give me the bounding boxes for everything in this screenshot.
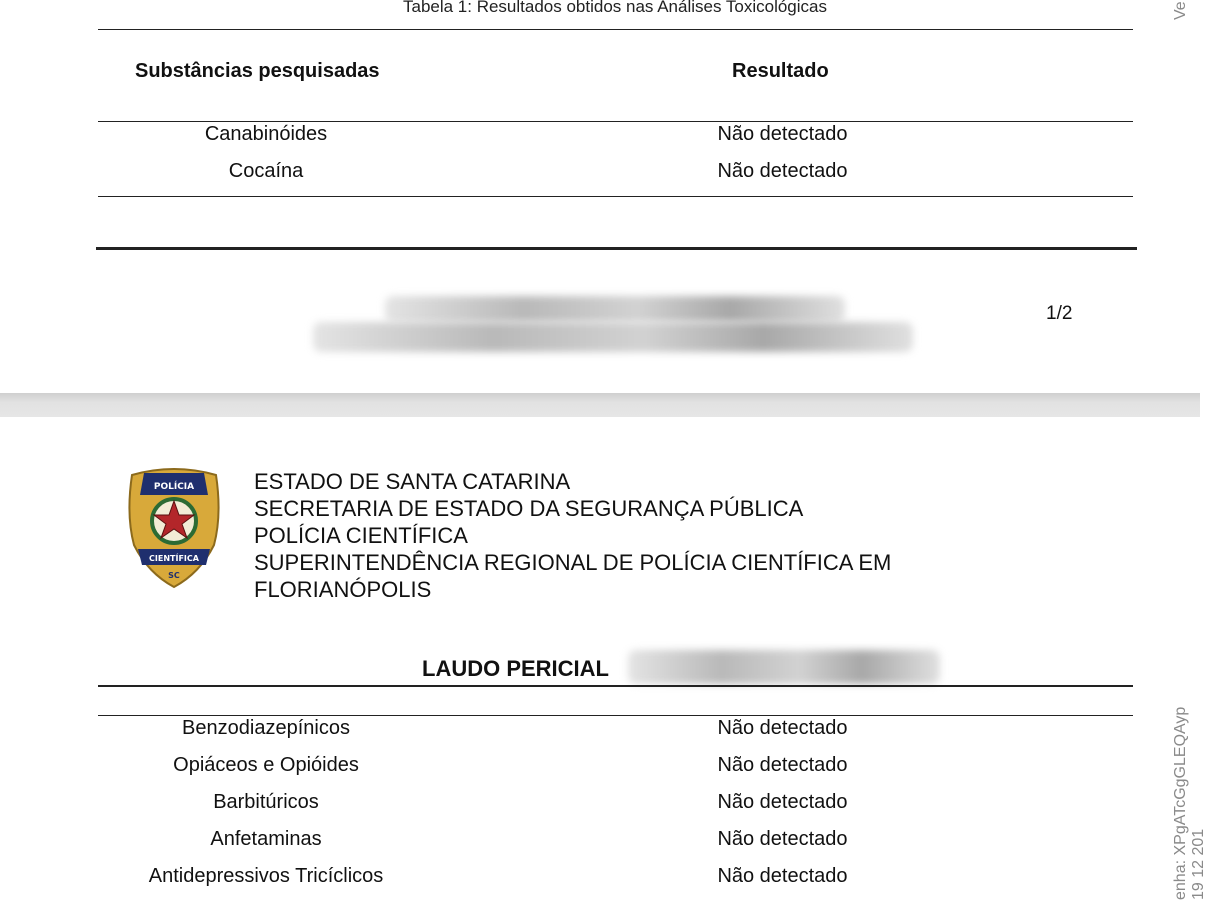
margin-text-top: Ve: [1172, 1, 1189, 20]
policia-cientifica-badge-icon: [122, 465, 226, 589]
table-row-substance: Opiáceos e Opióides: [173, 754, 359, 776]
margin-text-bottom: enha: XPgATcGgGLEQAyp: [1172, 706, 1189, 900]
badge-bottom-text: CIENTÍFICA: [149, 554, 199, 563]
header-line: FLORIANÓPOLIS: [254, 577, 432, 602]
table-row-substance: Canabinóides: [204, 123, 328, 145]
badge-state-text: SC: [168, 571, 180, 580]
badge-top-text: POLÍCIA: [153, 482, 195, 492]
table-row-result: Não detectado: [717, 754, 848, 776]
institution-header: [254, 468, 891, 603]
redacted-report-number: [628, 650, 940, 684]
redacted-footer-line-1: [385, 296, 845, 322]
header-line: SUPERINTENDÊNCIA REGIONAL DE POLÍCIA CIENTÍFICA EM: [254, 550, 892, 575]
table-top-rule: [98, 715, 1133, 716]
header-line: SECRETARIA DE ESTADO DA SEGURANÇA PÚBLICA: [254, 496, 804, 521]
header-substances: Substâncias pesquisadas: [135, 60, 380, 82]
table-header-rule: [98, 121, 1133, 122]
table-row-substance: Cocaína: [228, 160, 304, 182]
footer-rule: [96, 247, 1137, 250]
table-row-result: Não detectado: [717, 123, 848, 145]
title-rule: [98, 685, 1133, 687]
page-number: 1/2: [1046, 303, 1073, 324]
document-page-1: [0, 0, 1200, 393]
table-row-result: Não detectado: [717, 791, 848, 813]
header-line: POLÍCIA CIENTÍFICA: [254, 523, 468, 548]
table-row-substance: Antidepressivos Tricíclicos: [148, 865, 384, 887]
report-title: LAUDO PERICIAL: [422, 656, 609, 681]
page-separator: [0, 393, 1200, 417]
table-row-result: Não detectado: [717, 828, 848, 850]
redacted-footer-line-2: [313, 322, 913, 352]
header-result: Resultado: [732, 60, 829, 82]
header-line: ESTADO DE SANTA CATARINA: [254, 469, 571, 494]
table-row-result: Não detectado: [717, 717, 848, 739]
table-top-rule: [98, 29, 1133, 30]
table-row-substance: Barbitúricos: [213, 791, 319, 813]
table-row-substance: Anfetaminas: [210, 828, 322, 850]
margin-text-bottom-2: 19 12 201: [1190, 828, 1207, 900]
table-caption: Tabela 1: Resultados obtidos nas Análises Toxicológicas: [402, 0, 827, 16]
table-row-substance: Benzodiazepínicos: [182, 717, 350, 739]
table-row-result: Não detectado: [717, 160, 848, 182]
table-bottom-rule: [98, 196, 1133, 197]
table-row-result: Não detectado: [717, 865, 848, 887]
